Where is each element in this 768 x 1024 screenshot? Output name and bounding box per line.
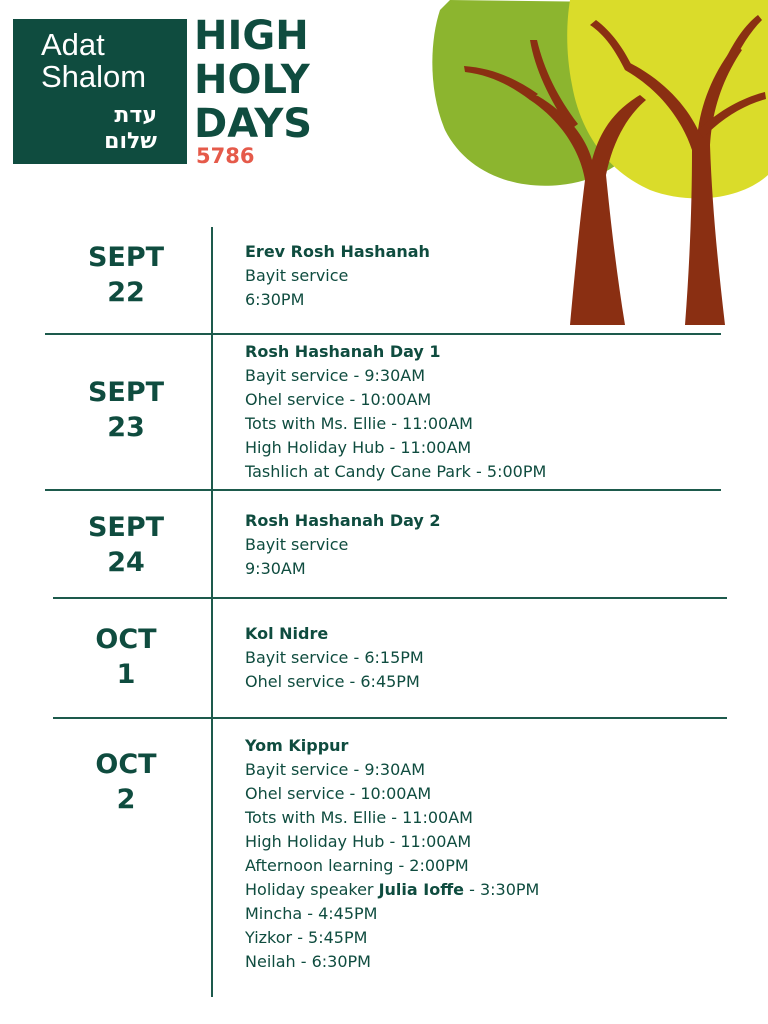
event-line: Yizkor - 5:45PM bbox=[245, 928, 368, 947]
date-month: SEPT bbox=[87, 377, 165, 408]
date-day: 2 bbox=[116, 784, 136, 815]
logo-hebrew-name bbox=[104, 103, 157, 155]
title-line-holy: HOLY bbox=[194, 57, 310, 103]
hebrew-year: 5786 bbox=[196, 144, 255, 168]
date-oct-1 bbox=[45, 622, 207, 692]
page-title bbox=[194, 14, 312, 146]
events-oct-2 bbox=[245, 734, 539, 974]
event-heading: Yom Kippur bbox=[245, 736, 349, 755]
trees-illustration bbox=[420, 0, 768, 330]
logo-hebrew-line-2: שלום bbox=[104, 129, 157, 154]
event-line: High Holiday Hub - 11:00AM bbox=[245, 832, 472, 851]
event-line: Ohel service - 6:45PM bbox=[245, 672, 420, 691]
date-sept-24 bbox=[45, 510, 207, 580]
date-month: SEPT bbox=[87, 242, 165, 273]
event-line: Ohel service - 10:00AM bbox=[245, 390, 432, 409]
event-line: Bayit service - 6:15PM bbox=[245, 648, 424, 667]
event-line: 6:30PM bbox=[245, 290, 305, 309]
event-heading: Erev Rosh Hashanah bbox=[245, 242, 430, 261]
date-month: SEPT bbox=[87, 512, 165, 543]
event-line: Bayit service bbox=[245, 266, 349, 285]
event-heading: Kol Nidre bbox=[245, 624, 329, 643]
event-line: Bayit service - 9:30AM bbox=[245, 366, 425, 385]
date-day: 24 bbox=[107, 547, 145, 578]
event-line: Tots with Ms. Ellie - 11:00AM bbox=[245, 808, 473, 827]
event-line: High Holiday Hub - 11:00AM bbox=[245, 438, 472, 457]
event-heading: Rosh Hashanah Day 2 bbox=[245, 511, 441, 530]
date-sept-23 bbox=[45, 375, 207, 445]
event-line: Tots with Ms. Ellie - 11:00AM bbox=[245, 414, 473, 433]
event-line: Bayit service bbox=[245, 535, 349, 554]
event-line: Mincha - 4:45PM bbox=[245, 904, 378, 923]
event-heading: Rosh Hashanah Day 1 bbox=[245, 342, 441, 361]
row-divider bbox=[53, 717, 727, 719]
row-divider bbox=[45, 489, 721, 491]
events-sept-23 bbox=[245, 340, 546, 484]
date-month: OCT bbox=[95, 749, 157, 780]
events-oct-1 bbox=[245, 622, 424, 694]
speaker-time: - 3:30PM bbox=[464, 880, 540, 899]
schedule-divider-vertical bbox=[211, 227, 213, 997]
event-line: 9:30AM bbox=[245, 559, 306, 578]
date-day: 1 bbox=[116, 659, 136, 690]
event-line: Tashlich at Candy Cane Park - 5:00PM bbox=[245, 462, 547, 481]
events-sept-24 bbox=[245, 509, 441, 581]
speaker-line bbox=[245, 878, 539, 902]
date-month: OCT bbox=[95, 624, 157, 655]
event-line: Neilah - 6:30PM bbox=[245, 952, 371, 971]
row-divider bbox=[53, 597, 727, 599]
events-sept-22 bbox=[245, 240, 430, 312]
logo-english-name bbox=[41, 29, 146, 93]
logo-hebrew-line-1: עדת bbox=[114, 103, 157, 128]
title-line-high: HIGH bbox=[194, 13, 309, 59]
event-line: Afternoon learning - 2:00PM bbox=[245, 856, 469, 875]
date-oct-2 bbox=[45, 747, 207, 817]
event-line: Bayit service - 9:30AM bbox=[245, 760, 425, 779]
logo-line-adat: Adat bbox=[41, 27, 105, 62]
date-day: 23 bbox=[107, 412, 145, 443]
event-line: Ohel service - 10:00AM bbox=[245, 784, 432, 803]
speaker-prefix: Holiday speaker bbox=[245, 880, 379, 899]
row-divider bbox=[45, 333, 721, 335]
date-day: 22 bbox=[107, 277, 145, 308]
adat-shalom-logo bbox=[13, 19, 187, 164]
speaker-name: Julia Ioffe bbox=[378, 880, 465, 899]
logo-line-shalom: Shalom bbox=[41, 59, 147, 94]
title-line-days: DAYS bbox=[194, 101, 313, 147]
date-sept-22 bbox=[45, 240, 207, 310]
